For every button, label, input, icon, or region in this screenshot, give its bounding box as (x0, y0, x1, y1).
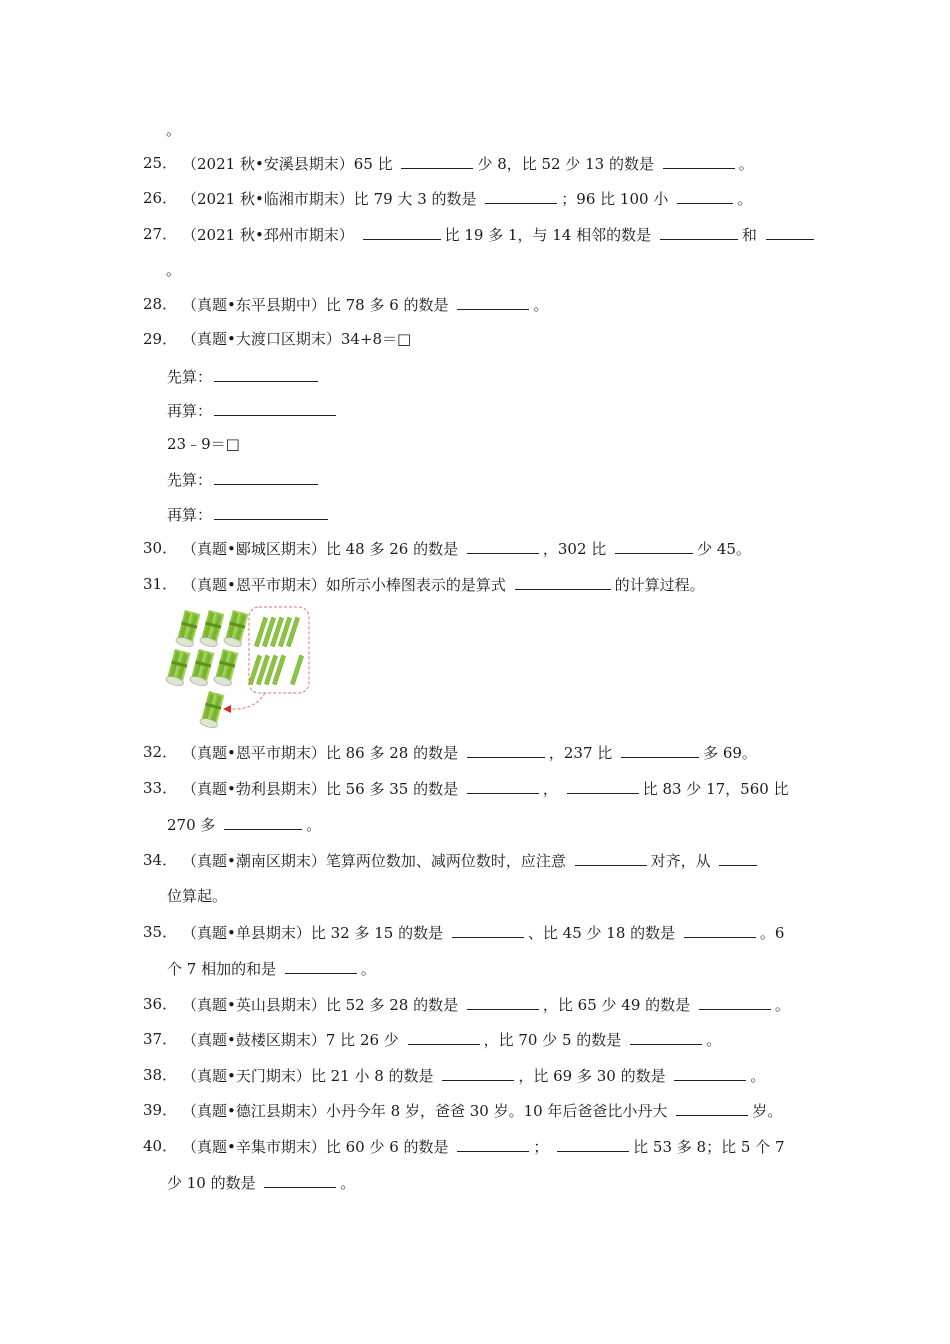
answer-blank[interactable] (766, 224, 814, 240)
answer-blank[interactable] (467, 778, 539, 794)
worksheet-page: 。 25． （2021 秋•安溪县期末）65 比 少 8，比 52 少 13 的数是 。 26． （2021 秋•临湘市期末）比 79 大 3 的数是 ；96 比 100 小 。 27． （2021 秋•邳州市期末） 比 19 多 1，与 14 相邻的数是 和 。 28． （真题•东平县期中）比 78 多 6 的数是 。 29． （真题•大渡口区期末）34+8＝□ 先算： 再算： 23﹣9＝□ 先算： 再算： 30． （真题•郾城区期末）比 48 多 26 的数是 ，302 比 少 45。 31． （真题•恩平市期末）如所示小棒图表示的是算式 的计算过程。 32． （真题•恩平市期末）比 86 多 28 的数是 ，237 比 多 69。 33． （真题•勃利县期末）比 56 多 35 的数是 ， 比 83 少 17，560 比 270 多 。 34． （真题•潮南区期末）笔算两位数加、减两位数时，应注意 对齐，从 位算起。 35． （真题•单县期末）比 32 多 15 的数是 、比 45 少 18 的数是 。6 个 7 相加的和是 。 36． （真题•英山县期末）比 52 多 28 的数是 ，比 65 少 49 的数是 。 37． （真题•鼓楼区期末）7 比 26 少 ，比 70 少 5 的数是 。 38． （真题•天门期末）比 21 小 8 的数是 ，比 69 多 30 的数是 。 39． （真题•德江县期末）小丹今年 8 岁，爸爸 30 岁。10 年后爸爸比小丹大 岁。 40． （真题•辛集市期末）比 60 少 6 的数是 ； 比 53 多 8；比 5 个 7 少 10 的数是 。 (0, 0, 950, 1344)
answer-blank[interactable] (719, 850, 757, 866)
answer-blank[interactable] (660, 224, 738, 240)
answer-blank[interactable] (515, 574, 611, 590)
new-ten-bundle (199, 691, 225, 729)
answer-blank[interactable] (214, 504, 328, 520)
answer-blank[interactable] (264, 1172, 336, 1188)
question-40-cont: 少 10 的数是 。 (167, 1174, 356, 1192)
answer-blank[interactable] (442, 1065, 514, 1081)
answer-blank[interactable] (674, 1065, 746, 1081)
ten-bundles-row-1 (175, 610, 249, 648)
q29-equation-2: 23﹣9＝□ (167, 435, 240, 453)
single-sticks-top (254, 617, 299, 647)
answer-blank[interactable] (408, 1029, 480, 1045)
answer-blank[interactable] (699, 994, 771, 1010)
answer-blank[interactable] (457, 1136, 529, 1152)
answer-blank[interactable] (285, 958, 357, 974)
answer-blank[interactable] (575, 850, 647, 866)
question-35-cont: 个 7 相加的和是 。 (167, 960, 376, 978)
fragment-dot: 。 (166, 121, 182, 139)
answer-blank[interactable] (467, 742, 545, 758)
stick-bundle-figure (165, 605, 315, 730)
answer-blank[interactable] (621, 742, 699, 758)
answer-blank[interactable] (457, 294, 529, 310)
answer-blank[interactable] (485, 188, 557, 204)
answer-blank[interactable] (452, 922, 524, 938)
question-27-cont: 。 (166, 261, 182, 279)
single-sticks-bottom (248, 655, 303, 685)
answer-blank[interactable] (615, 538, 693, 554)
q29-then-step-2: 再算： (167, 504, 332, 524)
answer-blank[interactable] (676, 1100, 748, 1116)
answer-blank[interactable] (214, 366, 318, 382)
answer-blank[interactable] (630, 1029, 702, 1045)
answer-blank[interactable] (567, 778, 639, 794)
answer-blank[interactable] (363, 224, 441, 240)
arrow-head-icon (223, 705, 231, 713)
answer-blank[interactable] (663, 153, 735, 169)
ten-bundles-row-2 (165, 649, 239, 687)
q29-first-step-1: 先算： (167, 366, 322, 386)
question-34-cont: 位算起。 (167, 887, 228, 905)
answer-blank[interactable] (224, 814, 302, 830)
answer-blank[interactable] (684, 922, 756, 938)
answer-blank[interactable] (467, 538, 539, 554)
answer-blank[interactable] (214, 400, 336, 416)
answer-blank[interactable] (467, 994, 539, 1010)
q29-then-step-1: 再算： (167, 400, 340, 420)
q29-first-step-2: 先算： (167, 469, 322, 489)
answer-blank[interactable] (214, 469, 318, 485)
question-33-cont: 270 多 。 (167, 816, 322, 834)
answer-blank[interactable] (677, 188, 733, 204)
answer-blank[interactable] (557, 1136, 629, 1152)
answer-blank[interactable] (401, 153, 473, 169)
dashed-arrow-line (231, 693, 265, 709)
